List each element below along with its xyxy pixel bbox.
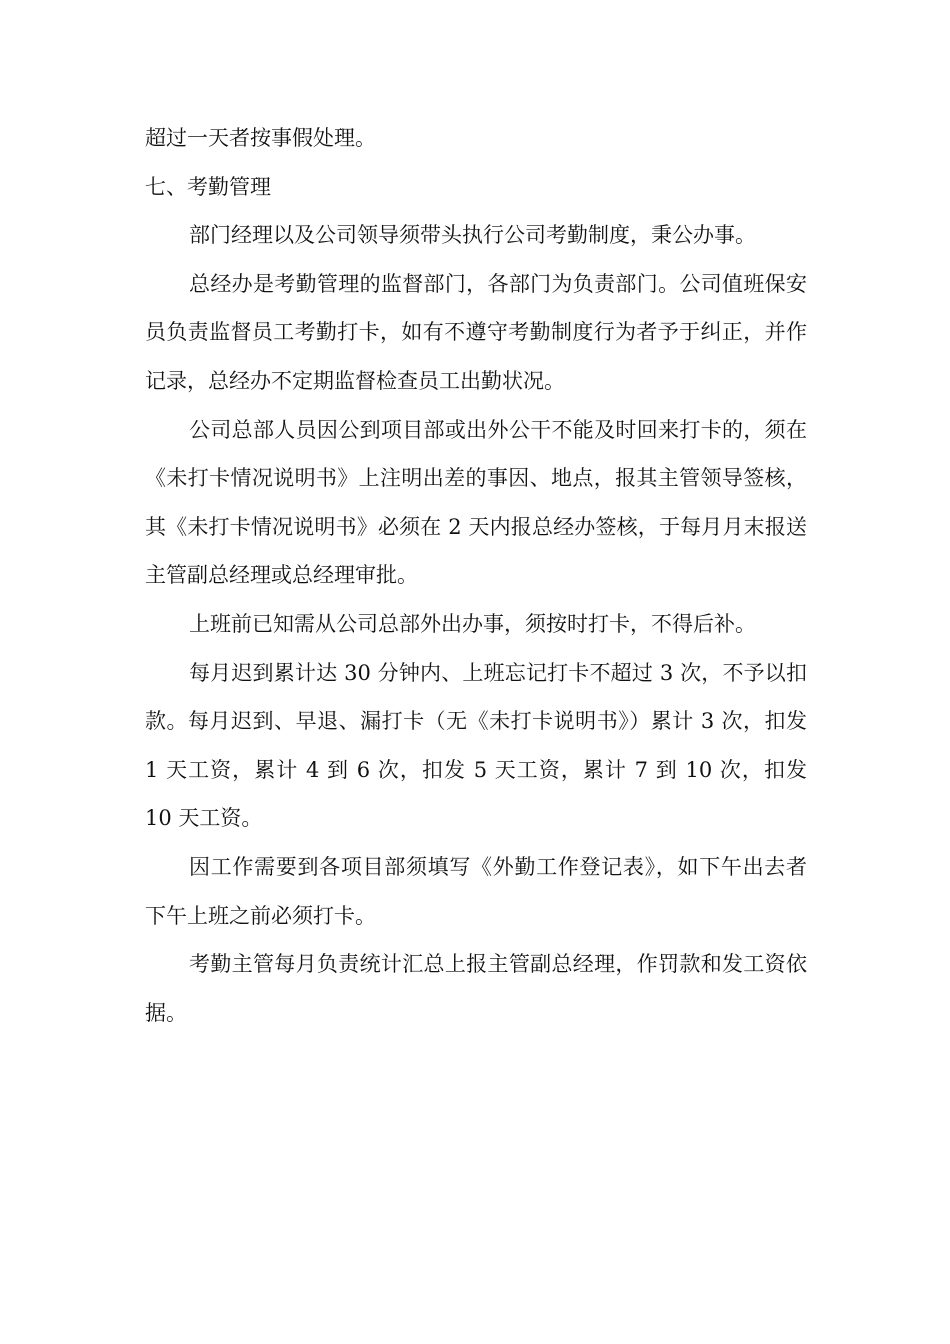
paragraph-7: 考勤主管每月负责统计汇总上报主管副总经理，作罚款和发工资依据。 xyxy=(145,952,807,1025)
paragraph-5: 每月迟到累计达 30 分钟内、上班忘记打卡不超过 3 次，不予以扣款。每月迟到、早退、漏打卡（无《未打卡说明书》）累计 3 次，扣发 1 天工资，累计 4 到 6 次，扣发 5 天工资，累计 7 到 10 次，扣发 10 天工资。 xyxy=(145,660,807,831)
paragraph-3: 公司总部人员因公到项目部或出外公干不能及时回来打卡的，须在《未打卡情况说明书》上注明出差的事因、地点，报其主管领导签核，其《未打卡情况说明书》必须在 2 天内报总经办签核，于每月月末报送主管副总经理或总经理审批。 xyxy=(145,417,807,588)
continuation-text: 超过一天者按事假处理。 xyxy=(145,126,376,150)
paragraph-6: 因工作需要到各项目部须填写《外勤工作登记表》，如下午出去者下午上班之前必须打卡。 xyxy=(145,854,807,928)
paragraph-4: 上班前已知需从公司总部外出办事，须按时打卡，不得后补。 xyxy=(189,611,756,636)
document-body xyxy=(145,114,807,1037)
paragraph-2: 总经办是考勤管理的监督部门，各部门为负责部门。公司值班保安员负责监督员工考勤打卡，如有不遵守考勤制度行为者予于纠正，并作记录，总经办不定期监督检查员工出勤状况。 xyxy=(145,271,807,393)
paragraph-1: 部门经理以及公司领导须带头执行公司考勤制度，秉公办事。 xyxy=(189,223,756,248)
section-heading: 七、考勤管理 xyxy=(145,174,271,199)
